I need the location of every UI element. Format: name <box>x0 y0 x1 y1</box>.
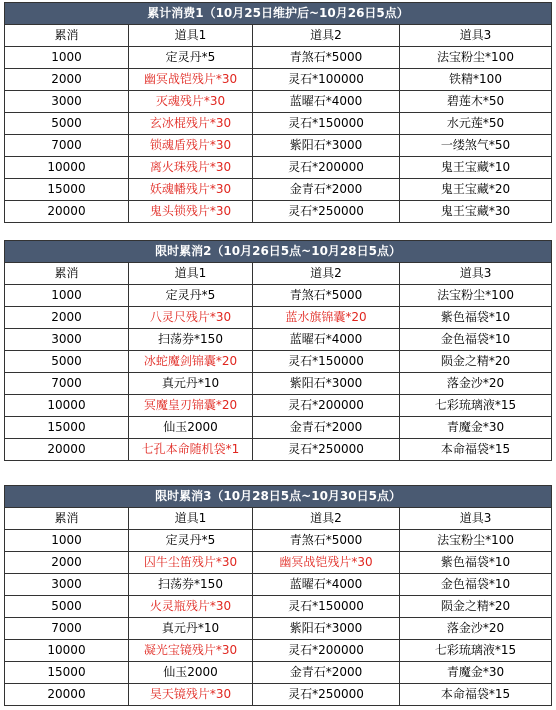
table-cell: 3000 <box>5 329 129 351</box>
table-cell: 15000 <box>5 417 129 439</box>
table-cell: 灵石*150000 <box>253 596 400 618</box>
table-cell: 3000 <box>5 574 129 596</box>
column-header: 道具2 <box>253 508 400 530</box>
table-cell: 20000 <box>5 201 129 223</box>
table-cell: 2000 <box>5 307 129 329</box>
table-cell: 冥魔皇刃锦囊*20 <box>129 395 253 417</box>
table-title: 限时累消2（10月26日5点~10月28日5点） <box>5 241 552 263</box>
table-row <box>5 417 552 439</box>
table-cell: 灵石*150000 <box>253 113 400 135</box>
column-header: 道具1 <box>129 263 253 285</box>
table-cell: 七彩琉璃液*15 <box>400 395 552 417</box>
table-cell: 离火珠残片*30 <box>129 157 253 179</box>
table-cell: 1000 <box>5 285 129 307</box>
table-title: 累计消费1（10月25日维护后~10月26日5点） <box>5 3 552 25</box>
table-cell: 铁精*100 <box>400 69 552 91</box>
table-cell: 锁魂盾残片*30 <box>129 135 253 157</box>
table-cell: 玄冰棍残片*30 <box>129 113 253 135</box>
table-row <box>5 640 552 662</box>
table-cell: 20000 <box>5 439 129 461</box>
table-cell: 紫色福袋*10 <box>400 307 552 329</box>
table-row <box>5 47 552 69</box>
table-row <box>5 618 552 640</box>
table-cell: 本命福袋*15 <box>400 439 552 461</box>
table-cell: 七孔本命随机袋*1 <box>129 439 253 461</box>
table-cell: 2000 <box>5 69 129 91</box>
table-row <box>5 574 552 596</box>
table-cell: 幽冥战铠残片*30 <box>253 552 400 574</box>
table-cell: 3000 <box>5 91 129 113</box>
table-row <box>5 91 552 113</box>
table-cell: 水元莲*50 <box>400 113 552 135</box>
table-cell: 青煞石*5000 <box>253 530 400 552</box>
table-cell: 青魔金*30 <box>400 417 552 439</box>
column-header: 道具2 <box>253 263 400 285</box>
table-cell: 囚牛尘笛残片*30 <box>129 552 253 574</box>
table-cell: 仙玉2000 <box>129 662 253 684</box>
table-row <box>5 395 552 417</box>
reward-table-body <box>5 3 552 223</box>
table-cell: 灵石*250000 <box>253 439 400 461</box>
table-header-row <box>5 508 552 530</box>
table-cell: 灵石*200000 <box>253 157 400 179</box>
table-cell: 1000 <box>5 530 129 552</box>
table-cell: 扫荡券*150 <box>129 574 253 596</box>
table-cell: 真元丹*10 <box>129 618 253 640</box>
table-cell: 金色福袋*10 <box>400 574 552 596</box>
table-cell: 青煞石*5000 <box>253 47 400 69</box>
table-cell: 紫阳石*3000 <box>253 618 400 640</box>
column-header: 道具2 <box>253 25 400 47</box>
table-cell: 灵石*250000 <box>253 201 400 223</box>
reward-table-body <box>5 486 552 706</box>
table-cell: 妖魂幡残片*30 <box>129 179 253 201</box>
table-cell: 10000 <box>5 157 129 179</box>
table-cell: 10000 <box>5 395 129 417</box>
table-cell: 七彩琉璃液*15 <box>400 640 552 662</box>
table-cell: 灭魂残片*30 <box>129 91 253 113</box>
table-cell: 蓝曜石*4000 <box>253 574 400 596</box>
reward-table-2 <box>4 240 551 461</box>
table-cell: 法宝粉尘*100 <box>400 285 552 307</box>
column-header: 累消 <box>5 25 129 47</box>
table-cell: 7000 <box>5 373 129 395</box>
table-cell: 5000 <box>5 351 129 373</box>
table-cell: 冰蛇魔剑锦囊*20 <box>129 351 253 373</box>
reward-table <box>4 240 552 461</box>
table-cell: 落金沙*20 <box>400 373 552 395</box>
table-cell: 紫色福袋*10 <box>400 552 552 574</box>
reward-table <box>4 2 552 223</box>
table-cell: 本命福袋*15 <box>400 684 552 706</box>
table-cell: 蓝曜石*4000 <box>253 329 400 351</box>
table-row <box>5 329 552 351</box>
reward-table-body <box>5 241 552 461</box>
table-cell: 一缕煞气*50 <box>400 135 552 157</box>
table-title-row <box>5 3 552 25</box>
table-cell: 2000 <box>5 552 129 574</box>
table-cell: 鬼王宝藏*20 <box>400 179 552 201</box>
table-cell: 定灵丹*5 <box>129 530 253 552</box>
column-header: 道具3 <box>400 25 552 47</box>
table-header-row <box>5 25 552 47</box>
table-cell: 蓝曜石*4000 <box>253 91 400 113</box>
table-cell: 扫荡券*150 <box>129 329 253 351</box>
table-cell: 鬼头锁残片*30 <box>129 201 253 223</box>
table-cell: 鬼王宝藏*10 <box>400 157 552 179</box>
table-cell: 5000 <box>5 113 129 135</box>
table-cell: 金青石*2000 <box>253 417 400 439</box>
table-cell: 金青石*2000 <box>253 662 400 684</box>
table-cell: 7000 <box>5 618 129 640</box>
table-cell: 仙玉2000 <box>129 417 253 439</box>
column-header: 累消 <box>5 508 129 530</box>
table-row <box>5 596 552 618</box>
table-cell: 金色福袋*10 <box>400 329 552 351</box>
table-cell: 碧莲木*50 <box>400 91 552 113</box>
table-row <box>5 552 552 574</box>
table-cell: 灵石*200000 <box>253 395 400 417</box>
table-row <box>5 113 552 135</box>
table-cell: 蓝水旗锦囊*20 <box>253 307 400 329</box>
table-cell: 金青石*2000 <box>253 179 400 201</box>
table-cell: 灵石*250000 <box>253 684 400 706</box>
table-row <box>5 662 552 684</box>
table-cell: 7000 <box>5 135 129 157</box>
table-cell: 青魔金*30 <box>400 662 552 684</box>
table-row <box>5 684 552 706</box>
table-row <box>5 373 552 395</box>
column-header: 道具1 <box>129 508 253 530</box>
table-cell: 定灵丹*5 <box>129 47 253 69</box>
table-cell: 灵石*100000 <box>253 69 400 91</box>
table-cell: 鬼王宝藏*30 <box>400 201 552 223</box>
column-header: 道具3 <box>400 263 552 285</box>
table-cell: 火灵瓶残片*30 <box>129 596 253 618</box>
table-row <box>5 157 552 179</box>
table-cell: 凝光宝镜残片*30 <box>129 640 253 662</box>
table-row <box>5 201 552 223</box>
table-title-row <box>5 486 552 508</box>
table-cell: 幽冥战铠残片*30 <box>129 69 253 91</box>
column-header: 道具3 <box>400 508 552 530</box>
table-row <box>5 307 552 329</box>
table-cell: 昊天镜残片*30 <box>129 684 253 706</box>
table-cell: 15000 <box>5 179 129 201</box>
table-cell: 青煞石*5000 <box>253 285 400 307</box>
table-cell: 紫阳石*3000 <box>253 373 400 395</box>
table-row <box>5 135 552 157</box>
table-cell: 1000 <box>5 47 129 69</box>
table-cell: 陨金之精*20 <box>400 351 552 373</box>
table-row <box>5 351 552 373</box>
table-row <box>5 530 552 552</box>
table-cell: 灵石*200000 <box>253 640 400 662</box>
table-cell: 紫阳石*3000 <box>253 135 400 157</box>
table-cell: 法宝粉尘*100 <box>400 47 552 69</box>
table-cell: 真元丹*10 <box>129 373 253 395</box>
table-title: 限时累消3（10月28日5点~10月30日5点） <box>5 486 552 508</box>
table-cell: 10000 <box>5 640 129 662</box>
reward-table-1 <box>4 2 551 223</box>
table-cell: 八灵尺残片*30 <box>129 307 253 329</box>
table-row <box>5 439 552 461</box>
column-header: 道具1 <box>129 25 253 47</box>
table-cell: 5000 <box>5 596 129 618</box>
table-cell: 落金沙*20 <box>400 618 552 640</box>
table-row <box>5 285 552 307</box>
reward-table-3 <box>4 485 551 706</box>
reward-table <box>4 485 552 706</box>
table-row <box>5 69 552 91</box>
table-title-row <box>5 241 552 263</box>
table-cell: 20000 <box>5 684 129 706</box>
table-cell: 灵石*150000 <box>253 351 400 373</box>
column-header: 累消 <box>5 263 129 285</box>
table-cell: 定灵丹*5 <box>129 285 253 307</box>
table-header-row <box>5 263 552 285</box>
table-cell: 陨金之精*20 <box>400 596 552 618</box>
table-row <box>5 179 552 201</box>
table-cell: 15000 <box>5 662 129 684</box>
table-cell: 法宝粉尘*100 <box>400 530 552 552</box>
